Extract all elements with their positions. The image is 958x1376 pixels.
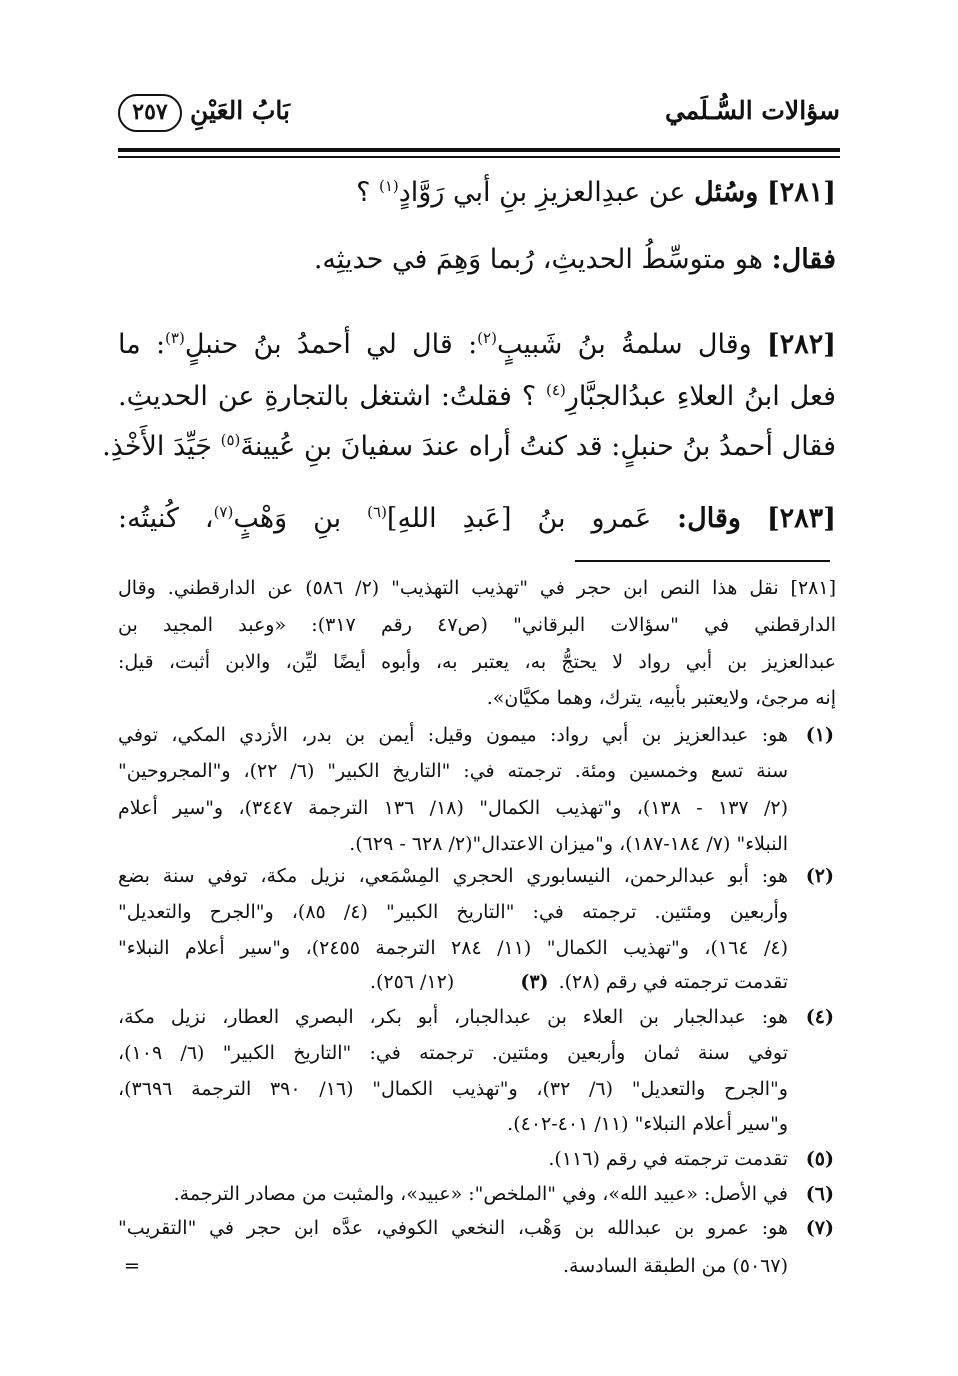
- entry-282-line-3: [102, 422, 836, 465]
- entry-text: بنِ وَهْبٍ: [233, 503, 342, 534]
- entry-281-answer: [314, 242, 836, 278]
- question-mark: ؟: [356, 177, 371, 208]
- footnote-ref: (٤): [546, 381, 566, 399]
- entry-text: ، كُنيتُه:: [118, 503, 214, 534]
- footnote-ref: (٦): [367, 503, 387, 521]
- entry-281-question: [356, 168, 836, 211]
- footnote-marker: (٢): [805, 865, 834, 887]
- answer-text: هو متوسِّطُ الحديثِ، رُبما وَهِمَ في حديثِه.: [313, 244, 764, 275]
- footnote-4-line: هو: عبدالجبار بن العلاء بن عبدالجبار، أبو بكر، البصري العطار، نزيل مكة،: [118, 1006, 788, 1028]
- footnote-text: (١٢/ ٢٥٦).: [369, 971, 455, 993]
- entry-283-line-1: [118, 494, 836, 537]
- footnote-2-line: هو: أبو عبدالرحمن، النيسابوري الحجري المِسْمَعي، نزيل مكة، توفي سنة بضع: [118, 865, 788, 887]
- entry-text: فقال أحمدُ بنُ حنبلٍ: قد كنتُ أراه عندَ سفيانَ بنِ عُيينةَ: [240, 431, 836, 462]
- header-rule-thick: [118, 148, 840, 152]
- entry-282-line-1: [118, 320, 836, 363]
- footnote-ref: (١): [379, 177, 399, 195]
- footnote-text: تقدمت ترجمته في رقم (٢٨).: [558, 971, 788, 993]
- entry-text: وقال سلمةُ بنُ شَبيبٍ: [496, 329, 752, 360]
- footnote-281-line: [٢٨١] نقل هذا النص ابن حجر في "تهذيب التهذيب" (٢/ ٥٨٦) عن الدارقطني. وقال: [118, 577, 836, 599]
- footnote-4-line: و"الجرح والتعديل" (٦/ ٣٢)، و"تهذيب الكمال" (١٦/ ٣٩٠ الترجمة ٣٦٩٦)،: [118, 1078, 788, 1100]
- entry-text: جَيِّدَ الأَخْذِ.: [102, 431, 213, 462]
- entry-number: [٢٨٢]: [766, 329, 836, 360]
- entry-number: [٢٨٣]: [766, 503, 836, 534]
- footnote-1-line: (٢/ ١٣٧ - ١٣٨)، و"تهذيب الكمال" (١٨/ ١٣٦ الترجمة ٣٤٤٧)، و"سير أعلام: [118, 797, 788, 819]
- book-title: سؤالات السُّـلَمي: [664, 96, 840, 125]
- question-text: عن عبدِالعزيزِ بنِ أبي رَوَّادٍ: [398, 177, 686, 208]
- footnote-marker: (٣): [520, 971, 549, 993]
- footnote-4-line: و"سير أعلام النبلاء" (١١/ ٤٠١-٤٠٢).: [507, 1113, 788, 1135]
- entry-text: فعل ابنُ العلاءِ عبدُالجبَّارِ: [565, 381, 836, 412]
- entry-number: [٢٨١]: [766, 177, 836, 208]
- footnote-ref: (٧): [213, 503, 234, 521]
- footnote-ref: (٢): [477, 329, 497, 347]
- footnote-ref: (٣): [165, 329, 185, 347]
- answer-word: فقال:: [771, 244, 836, 275]
- entry-text: : ما: [118, 329, 166, 360]
- footnote-marker: (٥): [805, 1148, 834, 1170]
- footnote-separator: [575, 560, 830, 562]
- footnote-1-line: هو: عبدالعزيز بن أبي رواد: ميمون وقيل: أيمن بن بدر، الأزدي المكي، توفي: [118, 724, 788, 746]
- entry-text: : قال لي أحمدُ بنُ حنبلٍ: [184, 329, 478, 360]
- footnote-marker: (١): [805, 724, 834, 746]
- continuation-mark: =: [124, 1255, 140, 1277]
- entry-text: ؟ فقلتُ: اشتغل بالتجارةِ عن الحديثِ.: [118, 381, 537, 412]
- footnote-281-line: عبدالعزيز بن أبي رواد لا يحتجُّ به، يعتبر به، وأبوه أيضًا ليِّن، والابن أثبت، قيل:: [118, 651, 836, 673]
- footnote-7-line: هو: عمرو بن عبدالله بن وَهْب، النخعي الكوفي، عدَّه ابن حجر في "التقريب": [118, 1217, 788, 1239]
- footnote-6-line: في الأصل: «عبيد الله»، وفي "الملخص": «عبيد»، والمثبت من مصادر الترجمة.: [173, 1183, 788, 1205]
- footnote-281-line: الدارقطني في "سؤالات البرقاني" (ص٤٧ رقم ٣١٧): «وعبد المجيد بن: [118, 614, 836, 636]
- footnote-7-line: (٥٠٦٧) من الطبقة السادسة.: [562, 1255, 788, 1277]
- footnote-2-line: وأربعين ومئتين. ترجمته في: "التاريخ الكبير" (٤/ ٨٥)، و"الجرح والتعديل": [118, 901, 788, 923]
- footnote-1-line: سنة تسع وخمسين ومئة. ترجمته في: "التاريخ الكبير" (٦/ ٢٢)، و"المجروحين": [118, 760, 788, 782]
- question-word: وسُئل: [694, 177, 759, 208]
- footnote-3-line: [370, 968, 788, 996]
- entry-text: عَمرو بنُ [عَبدِ اللهِ]: [386, 503, 652, 534]
- footnote-1-line: النبلاء" (٧/ ١٨٤-١٨٧)، و"ميزان الاعتدال"(٢/ ٦٢٨ - ٦٢٩).: [349, 833, 788, 855]
- entry-word: وقال:: [677, 503, 741, 534]
- page-number-badge: ٢٥٧: [118, 94, 182, 132]
- footnote-marker: (٦): [805, 1183, 834, 1205]
- footnote-marker: (٧): [805, 1217, 834, 1239]
- entry-282-line-2: [118, 372, 836, 415]
- footnote-5-line: تقدمت ترجمته في رقم (١١٦).: [548, 1148, 788, 1170]
- footnote-marker: (٤): [805, 1006, 834, 1028]
- footnote-281-line: إنه مرجئ، ولايعتبر بأبيه، يترك، وهما مكيَّان».: [486, 687, 836, 709]
- footnote-ref: (٥): [220, 431, 241, 449]
- footnote-2-line: (٤/ ١٦٤)، و"تهذيب الكمال" (١١/ ٢٨٤ الترجمة ٢٤٥٥)، و"سير أعلام النبلاء": [118, 937, 788, 959]
- chapter-title: بَابُ العَيْنِ: [190, 96, 291, 125]
- header-rule-thin: [118, 156, 840, 158]
- footnote-4-line: توفي سنة ثمان وأربعين ومئتين. ترجمته في: "التاريخ الكبير" (٦/ ١٠٩)،: [118, 1042, 788, 1064]
